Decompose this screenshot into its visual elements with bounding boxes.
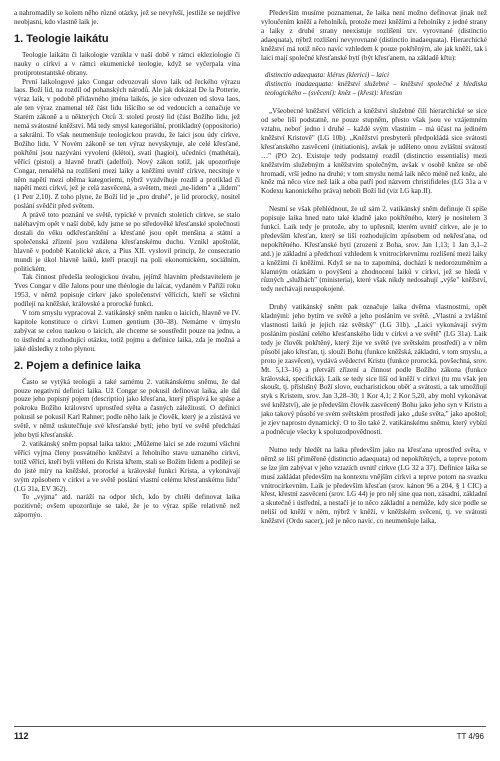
spacer [261,437,487,446]
spacer [261,62,487,71]
paragraph: V tom smyslu vypracoval 2. vatikánský sněm nauku o laicích, hlavně ve IV. kapitole konstituce o církvi Lumen gentium (30–38). Nemáme v úmyslu zabývat se celou naukou o laicích, ale chceme se soustředit pouze na jednu, a to ústřední a rozhodující otázku, totiž pojmu a definice laika, zda je možná a jaké důsledky z toho plynou. [14,309,240,353]
footer-rule [14,726,486,727]
spacer [261,196,487,205]
right-column [261,9,487,526]
page-number: 112 [14,731,29,741]
paragraph: a nahromadily se kolem něho různé otázky, jež se nevyřeší, jestliže se nejdříve neobjasní, kdo vlastně laik je. [14,9,240,26]
paragraph: Druhý vatikánský sněm pak označuje laika dvěma vlastnostmi, opět kladnými: jeho bytím ve světě a jeho posláním ve světě. „Vlastní a zvláštní vlastností laiků je jejich ráz světský" (LG 31b). „Laici vykonávají svým posláním poslání celého křesťanského lidu v církvi a ve světě" (LG 31a). Laik tedy je člověk pokřtěný, který žije ve světě (ve světském prostředí) a v něm působí jako křesťan, tj. slouží Bohu (funkce kněžská, základní, v tom smyslu, a proto je zasvěcen), vydává svědectví Kristu (funkce prorocká, povšechná, srov. Mt. 5,13–16) a přetváří zřízení a činnost podle Božího zákona (funkce královská, specifická). Laik se tedy sice liší od kněží v církvi (tu mu však jen skoušt, tj. příslušný Boží slovo, eucharistickou oběť a svátosti, a tak umožňují styk s Kristem, srov. Jan 3,28–30; 1 Kor 4,1; 2 Kor 5,20, aby mohl vykonávat své kněžství), ale je především člověk zasvěcený Bohu jako jeho syn v Kristu a jako takový působí ve svém světském prostředí jako „duše světa," jako apoštol; je zjev naprosto dynamický. O to šlo také 2. vatikánskému sněmu, který vybízí a podněcuje všecky k spoluzodpovědnosti. [261,303,487,436]
paragraph: Především musíme poznamenat, že laika není možno definovat jinak než vyloučením kněží a řeholníků, protože mezi kněžími a řeholníky z jedné strany a laiky z druhé strany neexistuje rozlišení tzv. vyrovnané (distinctio adaequata), nýbrž rozlišení nevyrovnané (distinctio inadaequata). Hierarchické kněžství má totiž něco navíc vzhledem k pouze pokřtěným, ale jak kněží, tak i laici mají společné křesťanské bytí (být křesťanem, na základě křtu): [261,9,487,62]
section-heading: 1. Teologie laikátu [14,32,109,45]
spacer [261,98,487,107]
section-heading: 2. Pojem a definice laika [14,359,141,372]
paragraph: 2. vatikánský sněm popsal laika takto: „Můžeme laici se zde rozumí všichni věřící vyjma členy posvátného kněžství a řeholního stavu uznaného církví, totiž věřící, kteří byli vtěleni do Krista křtem, stali se Božím lidem a podílejí se do jisté míry na kněžské, prorocké a královské funkci Krista, a vykonávají svým způsobem v církvi a ve světě poslání vlastní celému křesťanskému lidu" (LG 31a, EV 362). [14,439,240,493]
paragraph: První laikologové jako Congar odvozovali slovo laik od řeckého výrazu laos. Boží lid, na rozdíl od pohanských národů. Ale jak dokázal De la Potterie, výraz laik, v podobě přídavného jména laikós, je sice odvozen od slova laos, ale ten výraz znamenal též část lidu lišícího se od vedoucích a označuje ve Starém zákoně a u některých Otců 3. století prostý lid (část Božího lidu, jež nemá svátostné kněžství. Má tedy smysl kategoriální, protikladný (oppositorio) a sakrální. To však neumenšuje teologickou pravdu, že laici jsou údy církve, Božího lidu. V Novém zákoně se ten výraz nevyskytuje, ale celé křesťané, pokřtění jsou nazýváni vyvolení (klétoi), svatí (hagioi), učedníci (mathétai), věřící (pistoi) a hlavně bratři (adelfoi). Nový zákon totiž, jak upozorňuje Congar, nenaléhá na rozlišení mezi laiky a kněžími uvnitř církve, necsituje v něm napětí mezi oběma kategoriemi, nýbrž vyzdvihuje rozdíl a protiklad či napětí mezi církví, jež je celá zasvěcená, a světem, mezi „ne-lidem" a „lidem" (1 Petr 2,10). Z toho plyne, že Boží lid je „pro druhé", je lid prorocký, nositel poslání svědčit před světem. [14,77,240,211]
paragraph: Často se vytýká teologii a také samému 2. vatikánskému sněmu, že dal pouze negativní definici laika. Už Congar se pokusil definovat laika, ale dal pouze jeho popisný pojem (descriptio) jako křesťana, který přispívá ke spáse a pokroku Božího království uprostřed světa a časných záležitostí. O definici pokusil se pokusil Karl Rahner; podle něho laik je člověk, který je a zůstává ve světě, v němž uskutečňuje své křesťanské bytí; jeho bytí ve světě předchází jeho bytí křesťanské. [14,377,240,440]
distinction-line: distinctio adaequata: klérus (klerici) – laici [265,71,389,80]
paragraph: Teologie laikátu či laikologie vznikla v naší době v rámci ekleziologie či nauky o církvi a v rámci ekumenické teologie, když se vyčerpala vina protiprotestantské obrany. [14,50,240,77]
paragraph: A právě toto poznání ve světě, typické v prvních stoletích církve, se stalo naléhavým opět v naší době, kdy jsme se po středověké křesťanské společnosti dostali do věku odkřesťanštění a křesťané jsou opět menšina a státní a společenská zřízení jsou vzdálena křesťanskému duchu. Vznikl apoštolát, hlavně v podobě Katolické akce, a Pius XII. vyslovil princip, že consecratio mundi je úkol hlavně laiků, kteří pracují na poli ekonomickém, sociálním, politickém. [14,211,240,273]
paragraph: To „vyjma" atd. naráží na odpor těch, kdo by chtěli definovat laika pozitivně; ovšem upozorňuje se také, že je to výraz spíše relativně než zápornýo. [14,493,240,520]
spacer [261,294,487,303]
paragraph: Tak činnost předešla teologickou úvahu, jejímž hlavním představitelem je Yves Congar v díle Jalons pour une théologie du laïcat, vydaném v Paříži roku 1953, v němž popisuje církev jako společenství věřících, kteří se všichni podílejí na kněžské, královské a prorocké funkci. [14,273,240,309]
distinction-line: distinctio inadaequata: kněžství služebné – kněžství společné z hlediska teologického – (svěcení): kněz – (křest): křesťan [265,80,487,98]
journal-issue: TT 4/96 [456,732,484,741]
left-column [14,9,240,520]
paragraph: „Všeobecné kněžství věřících a kněžství služebné čili hierarchické se sice od sebe liší podstatně, ne pouze stupněm, přesto však jsou ve vzájemném vztahu, neboť jedno i druhé – každé svým vlastním – má účast na jediném kněžství Kristově" (LG 10b). „Kněžství presbyterů předpokládá sice svátosti křesťanského zasvěcení (initiationis), avšak je uděleno onou zvláštní svátostí …" (PO 2c). Existuje tedy podstatný rozdíl (distinctio essentialis) mezi kněžstvím služebným a kněžstvím společným, avšak v osobě kněze se obě hromadí, vrší jedno na druhé; v tom smyslu nemá laik něco méně než kněz, ale kněz má něco více než laik a oba patří pod názvem christifideles (LG 31a a v Kodexu kanonického práva) neboli Boží lid (viz LG kap.II). [261,107,487,196]
paragraph: Nesmí se však přehlédnout, že už sám 2. vatikánský sněm definuje či spíše popisuje laika hned nato také kladně jako pokřtěného, který je nositelem 3 funkcí. Laik tedy je protože, aby to upřesnil, kterém uvnitř církve, ale je to především křesťan, který se liší rozhodujícím způsobem od nekřesťana, od nepokřtěného. Křesťanské bytí (zrození z Boha, srov. Jan 1,13; 1 Jan 3,1–2 atd.) je základní a předchozí vzhledem k vnitrocírkevnímu rozlišení mezi laiky a kněžími či kněžími. Když se na to zapomíná, dochází k nedorozuměním a klamným otázkám o povýšení a zhodnocení laiků v církvi, jež se hledá v různých „službách" (ministeria), které však nikdy nedosahují „výše" kněžství, tedy nechávají neuspokojené. [261,205,487,294]
paragraph: Nutno tedy hledět na laika především jako na křesťana uprostřed světa, v němž se liší přiměřeně (distinctio adaequata) od nepokřtěných, a teprve potom se lze jím zabývat v jeho vztazích uvnitř církve (LG 32 a 37). Definice laika se musí zakládat především na kontextu vnějším církvi a teprve potom na svazku vnitrocírkevním. Laik je především křesťan (srov. kánon 96 a 204, § 1 CIC) a křest, křestní zasvěcení (srov. LG 44) je pro něj sine qua non, zásadní, základní a skutečné i ústřední, a nestačí je to něco základní a nemůže, kdy sice podle se neliší od kněží v něm, nýbrž v kněží, v kněžském svěcení, tj. ve svátosti kněžství (Ordo sacer), jež je něco navíc, co neumenšuje laika, [261,445,487,526]
